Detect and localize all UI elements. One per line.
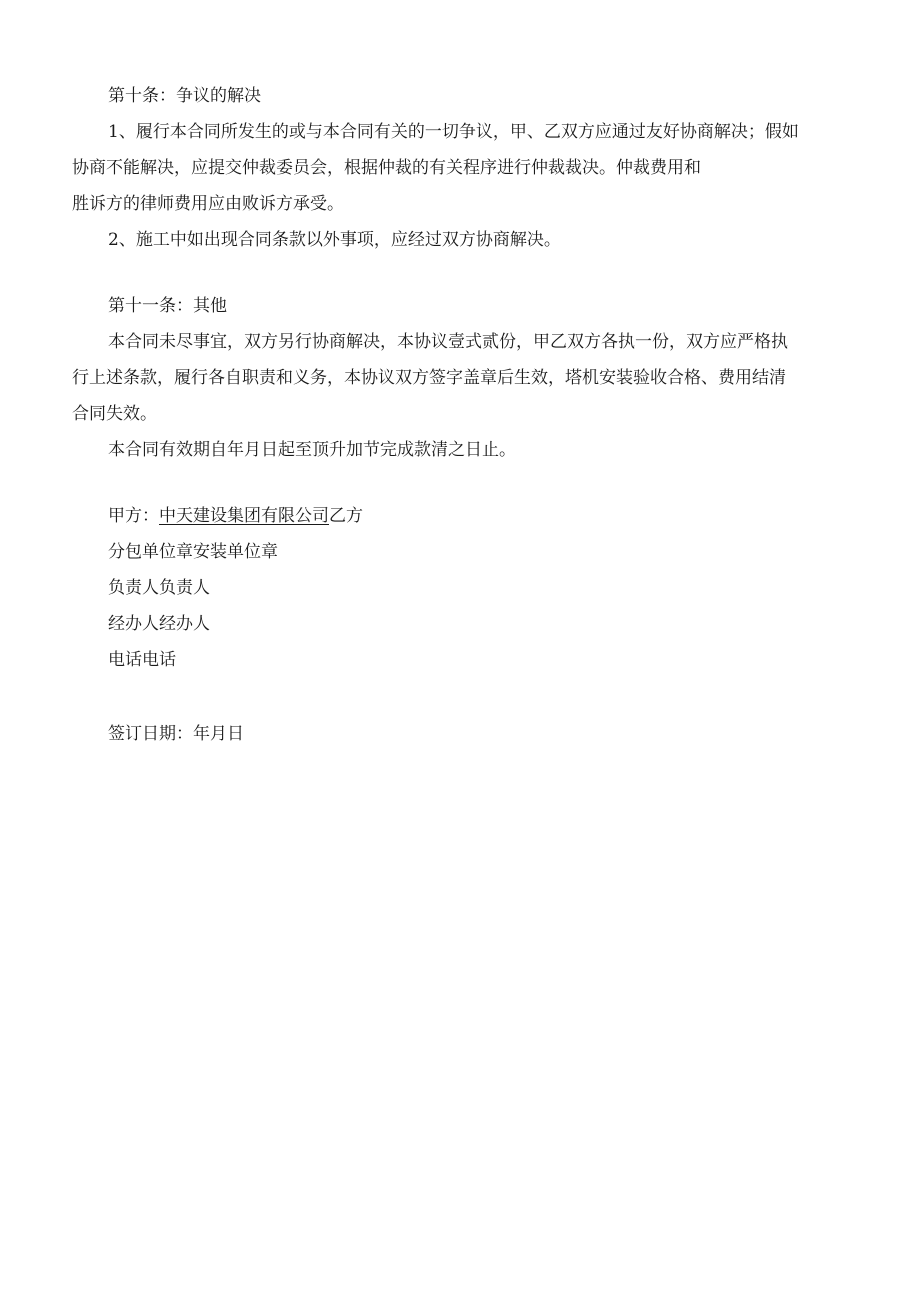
article-10-item-1-line-2: 协商不能解决，应提交仲裁委员会，根据仲裁的有关程序进行仲裁裁决。仲裁费用和	[72, 158, 701, 178]
section-spacer	[72, 258, 856, 288]
phone-line: 电话电话	[108, 650, 176, 670]
article-11-para-2: 本合同有效期自年月日起至顶升加节完成款清之日止。	[108, 440, 516, 460]
party-a-name: 中天建设集团有限公司	[159, 506, 329, 526]
article-10-item-1-line-3: 胜诉方的律师费用应由败诉方承受。	[72, 194, 344, 214]
article-10-item-2: 2、施工中如出现合同条款以外事项，应经过双方协商解决。	[108, 230, 561, 250]
article-11-para-1-line-3: 合同失效。	[72, 404, 157, 424]
article-11-para-1-line-1: 本合同未尽事宜，双方另行协商解决，本协议壹式贰份，甲乙双方各执一份，双方应严格执	[108, 332, 788, 352]
sign-date: 签订日期：年月日	[108, 724, 244, 744]
article-11-title: 第十一条：其他	[108, 296, 227, 316]
article-10-item-1-line-1: 1、履行本合同所发生的或与本合同有关的一切争议，甲、乙双方应通过友好协商解决；假如	[108, 122, 799, 142]
section-spacer	[72, 468, 856, 498]
article-10-title: 第十条：争议的解决	[108, 86, 261, 106]
document-page	[72, 78, 856, 752]
article-11-para-1-line-2: 行上述条款，履行各自职责和义务，本协议双方签字盖章后生效，塔机安装验收合格、费用结清	[72, 368, 786, 388]
party-a-line	[72, 498, 856, 534]
seal-line: 分包单位章安装单位章	[108, 542, 278, 562]
party-b-label: 乙方	[329, 506, 363, 526]
responsible-line: 负责人负责人	[108, 578, 210, 598]
section-spacer	[72, 678, 856, 716]
handler-line: 经办人经办人	[108, 614, 210, 634]
party-a-label: 甲方：	[108, 506, 159, 526]
